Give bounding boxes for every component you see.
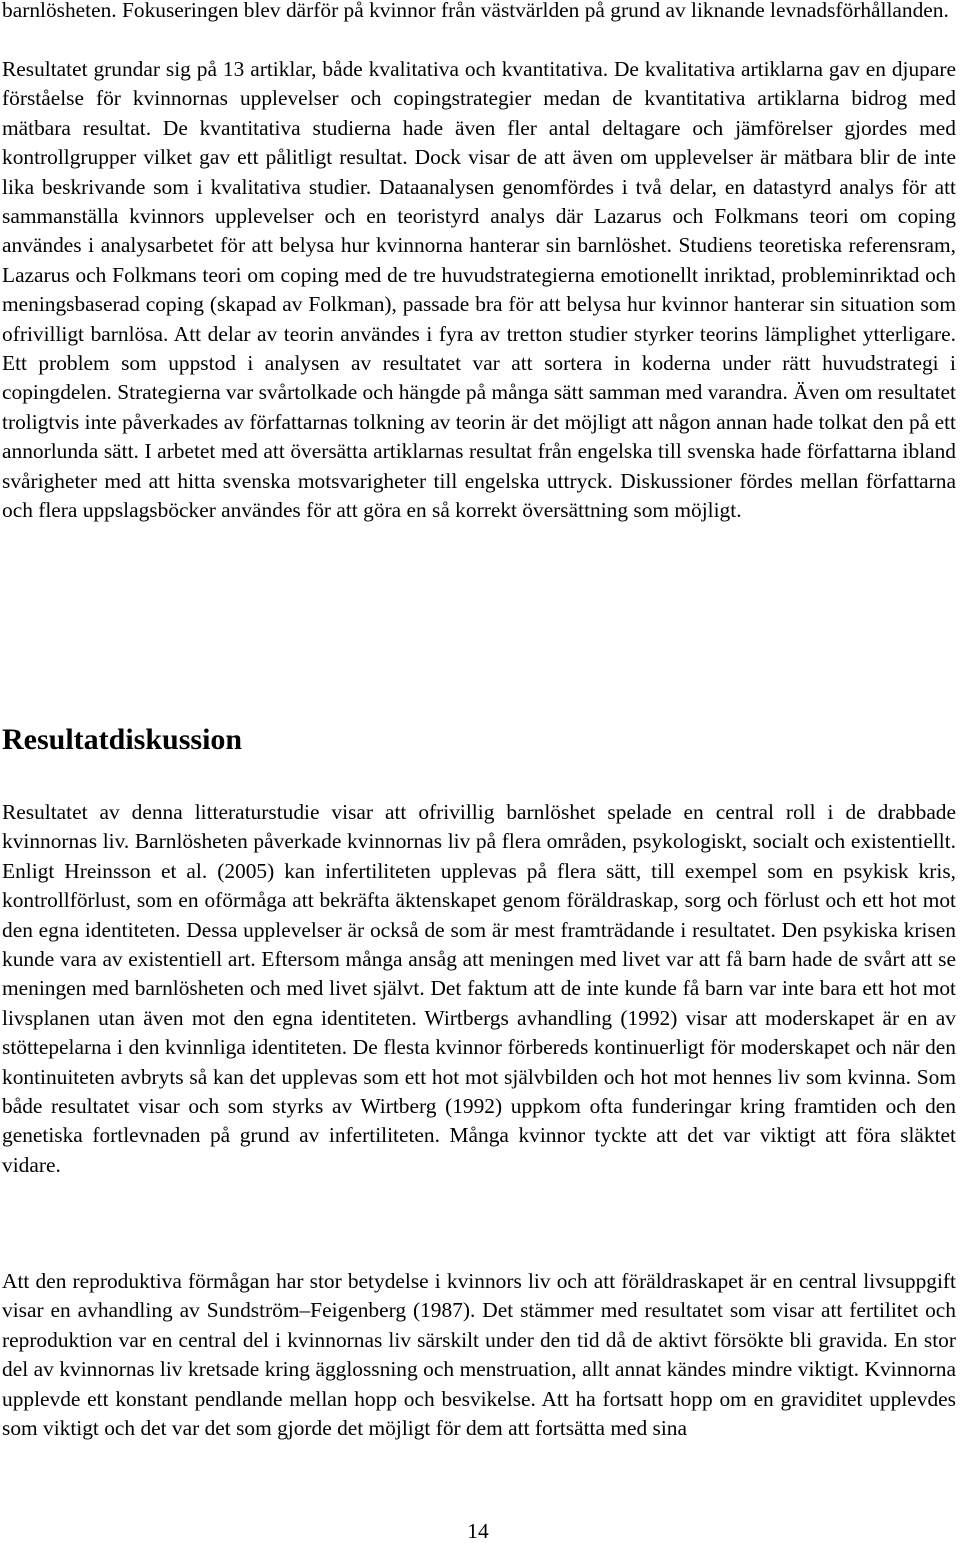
discussion-paragraph-1: Resultatet av denna litteraturstudie visar att ofrivillig barnlöshet spelade en central roll i de drabbade kvinnornas liv. Barnlösheten påverkade kvinnornas liv på flera områden, psykologiskt, socialt och existentiellt. Enligt Hreinsson et al. (2005) kan infertiliteten upplevas på flera sätt, till exempel som en psykisk kris, kontrollförlust, som en oförmåga att bekräfta äktenskapet genom föräldraskap, sorg och förlust och ett hot mot den egna identiteten. Dessa upplevelser är också de som är mest framträdande i resultatet. Den psykiska krisen kunde vara av existentiell art. Eftersom många ansåg att meningen med livet var att få barn hade de svårt att se meningen med barnlösheten och med livet självt. Det faktum att de inte kunde få barn var inte bara ett hot mot livsplanen utan även mot den egna identiteten. Wirtbergs avhandling (1992) visar att moderskapet är en av stöttepelarna i den kvinnliga identiteten. De flesta kvinnor förbereds kontinuerligt för moderskapet och när den kontinuiteten avbryts så kan det upplevas som ett hot mot självbilden och hot mot hennes liv som kvinna. Som både resultatet visar och som styrks av Wirtberg (1992) uppkom ofta funderingar kring framtiden och den genetiska fortlevnaden på grund av infertiliteten. Många kvinnor tyckte att det var viktigt att föra släktet vidare. [2, 800, 956, 1177]
intro-paragraph-tail: barnlösheten. Fokuseringen blev därför på kvinnor från västvärlden på grund av liknande levnadsförhållanden. [2, 0, 949, 22]
results-paragraph: Resultatet grundar sig på 13 artiklar, både kvalitativa och kvantitativa. De kvalitativa artiklarna gav en djupare förståelse för kvinnornas upplevelser och copingstrategier medan de kvantitativa artiklarna bidrog med mätbara resultat. De kvantitativa studierna hade även fler antal deltagare och jämförelser gjordes med kontrollgrupper vilket gav ett pålitligt resultat. Dock visar de att även om upplevelser är mätbara blir de inte lika beskrivande som i kvalitativa studier. Dataanalysen genomfördes i två delar, en datastyrd analys för att sammanställa kvinnors upplevelser och en teoristyrd analys där Lazarus och Folkmans teori om coping användes i analysarbetet för att belysa hur kvinnorna hanterar sin barnlöshet. Studiens teoretiska referensram, Lazarus och Folkmans teori om coping med de tre huvudstrategierna emotionellt inriktad, probleminriktad och meningsbaserad coping (skapad av Folkman), passade bra för att belysa hur kvinnor hanterar sin situation som ofrivilligt barnlösa. Att delar av teorin användes i fyra av tretton studier styrker teorins lämplighet ytterligare. Ett problem som uppstod i analysen av resultatet var att sortera in koderna under rätt huvudstrategi i copingdelen. Strategierna var svårtolkade och hängde på många sätt samman med varandra. Även om resultatet troligtvis inte påverkades av författarnas tolkning av teorin är det möjligt att någon annan hade tolkat den på ett annorlunda sätt. I arbetet med att översätta artiklarnas resultat från engelska till svenska hade författarna ibland svårigheter med att hitta svenska motsvarigheter till engelska uttryck. Diskussioner fördes mellan författarna och flera uppslagsböcker användes för att göra en så korrekt översättning som möjligt. [2, 57, 956, 523]
page-number: 14 [467, 1519, 489, 1543]
discussion-paragraph-2: Att den reproduktiva förmågan har stor betydelse i kvinnors liv och att föräldraskapet är en central livsuppgift visar en avhandling av Sundström–Feigenberg (1987). Det stämmer med resultatet som visar att fertilitet och reproduktion var en central del i kvinnornas liv särskilt under den tid då de aktivt försökte bli gravida. En stor del av kvinnornas liv kretsade kring ägglossning och menstruation, allt annat kändes mindre viktigt. Kvinnorna upplevde ett konstant pendlande mellan hopp och besvikelse. Att ha fortsatt hopp om en graviditet upplevdes som viktigt och det var det som gjorde det möjligt för dem att fortsätta med sina [2, 1269, 956, 1441]
section-heading: Resultatdiskussion [2, 723, 243, 756]
